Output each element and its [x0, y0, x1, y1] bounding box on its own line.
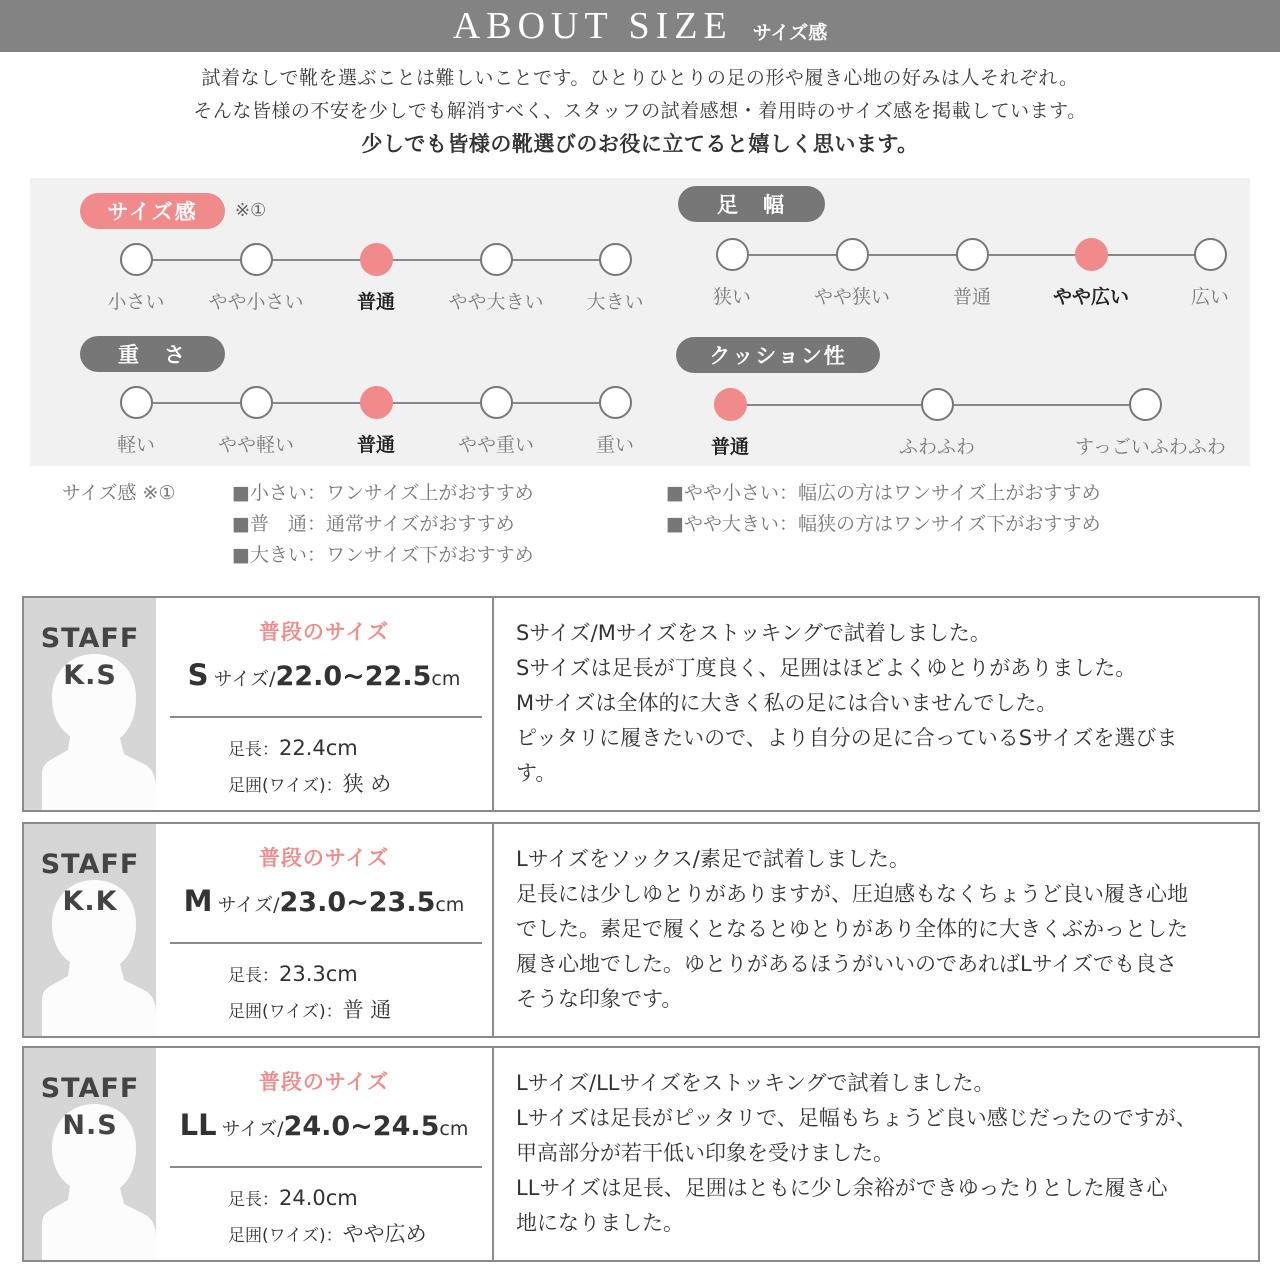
size-scale-label: やや大きい [448, 291, 544, 313]
size-letter: S [187, 658, 209, 692]
divider [492, 1048, 494, 1260]
foot-width-scale [30, 236, 1250, 316]
foot-length-value: 24.0cm [279, 1186, 358, 1210]
size-word: サイズ/ [217, 894, 280, 916]
usual-size-value [156, 1108, 492, 1142]
page-header [0, 0, 1280, 52]
width-scale-dot [836, 238, 869, 271]
comment-line: Mサイズは全体的に大きく私の足には合いませんでした。 [516, 691, 1058, 715]
size-word: サイズ/ [213, 668, 276, 690]
weight-pill: 重 さ [80, 336, 225, 372]
staff-label: STAFF [40, 849, 140, 880]
intro-line: 試着なしで靴を選ぶことは難しいことです。ひとりひとりの足の形や履き心地の好みは人それぞれ。 [201, 67, 1079, 89]
divider [492, 824, 494, 1036]
foot-girth-value: 狭 め [342, 772, 392, 796]
width-scale-label: やや広い [1052, 286, 1129, 308]
width-scale-label: 普通 [952, 286, 991, 308]
cushion-scale-dot [714, 388, 747, 421]
divider [170, 716, 482, 718]
width-scale-dot [956, 238, 989, 271]
width-scale-dot [1194, 238, 1227, 271]
legend-item: ■普 通：通常サイズがおすすめ [232, 513, 515, 535]
foot-girth-value: やや広め [342, 1222, 427, 1246]
legend-item: ■小さい：ワンサイズ上がおすすめ [232, 482, 534, 504]
comment-line: 履き心地でした。ゆとりがあるほうがいいのであればLサイズでも良さ [516, 952, 1178, 976]
foot-girth-key: 足囲(ワイズ)： [228, 1002, 343, 1022]
legend-item: ■やや大きい：幅狭の方はワンサイズ下がおすすめ [666, 513, 1101, 535]
divider [170, 1166, 482, 1168]
width-scale-dot [716, 238, 749, 271]
staff-id [24, 846, 156, 920]
foot-length-key: 足長： [228, 966, 279, 986]
weight-scale-label: 普通 [356, 434, 395, 456]
intro-line: そんな皆様の不安を少しでも解消すべく、スタッフの試着感想・着用時のサイズ感を掲載しています。 [193, 100, 1087, 122]
foot-length-value: 22.4cm [279, 736, 358, 760]
divider [492, 598, 494, 810]
page-subtitle: サイズ感 [752, 21, 828, 44]
size-letter: LL [179, 1108, 217, 1142]
cushion-scale-label: ふわふわ [898, 436, 975, 458]
comment-line: Sサイズは足長が丁度良く、足囲はほどよくゆとりがありました。 [516, 656, 1137, 680]
comment-line: す。 [516, 761, 557, 785]
usual-size-label: 普段のサイズ [258, 1070, 390, 1094]
comment-line: 甲高部分が若干低い印象を受けました。 [516, 1141, 894, 1165]
foot-measurements [228, 1181, 427, 1253]
size-scale-label: 小さい [107, 291, 165, 313]
legend-item: ■やや小さい：幅広の方はワンサイズ上がおすすめ [666, 482, 1101, 504]
intro-line: 少しでも皆様の靴選びのお役に立てると嬉しく思います。 [361, 132, 919, 156]
staff-initials: K.S [63, 660, 117, 691]
comment-line: Lサイズ/LLサイズをストッキングで試着しました。 [516, 1071, 995, 1095]
staff-initials: N.S [62, 1110, 118, 1141]
foot-measurements [228, 731, 391, 803]
staff-card [22, 1046, 1260, 1262]
foot-length-key: 足長： [228, 740, 279, 760]
usual-size-value [156, 884, 492, 918]
comment-line: 足長には少しゆとりがありますが、圧迫感もなくちょうど良い履き心地 [516, 882, 1188, 906]
width-scale-label: やや狭い [813, 286, 890, 308]
divider [170, 942, 482, 944]
cushion-scale-dot [921, 388, 954, 421]
foot-length-key: 足長： [228, 1190, 279, 1210]
staff-portrait [24, 1048, 156, 1260]
width-scale-label: 狭い [712, 286, 751, 308]
cushion-pill: クッション性 [676, 337, 880, 373]
size-unit: cm [439, 1118, 469, 1140]
size-word: サイズ/ [221, 1118, 284, 1140]
comment-line: LLサイズは足長、足囲はともに少し余裕ができゆったりとした履き心 [516, 1176, 1168, 1200]
size-unit: cm [435, 894, 465, 916]
staff-card [22, 596, 1260, 812]
width-scale-label: 広い [1190, 286, 1229, 308]
size-scale-label: 普通 [356, 291, 395, 313]
weight-scale-label: やや重い [457, 434, 534, 456]
staff-id [24, 620, 156, 694]
width-scale-dot [1075, 238, 1108, 271]
size-range: 22.0~22.5 [275, 661, 432, 692]
staff-id [24, 1070, 156, 1144]
size-unit: cm [431, 668, 461, 690]
size-scale-label: 大きい [586, 291, 644, 313]
staff-card [22, 822, 1260, 1038]
cushion-scale-label: すっごいふわふわ [1075, 436, 1226, 458]
rating-panel [30, 178, 1250, 466]
cushion-scale-dot [1129, 388, 1162, 421]
foot-measurements [228, 957, 391, 1029]
weight-scale-label: 重い [595, 434, 634, 456]
foot-girth-key: 足囲(ワイズ)： [228, 1226, 343, 1246]
staff-label: STAFF [40, 623, 140, 654]
usual-size-block [156, 1048, 492, 1260]
size-range: 24.0~24.5 [283, 1111, 440, 1142]
comment-line: ピッタリに履きたいので、より自分の足に合っているSサイズを選びま [516, 726, 1178, 750]
size-feel-pill: サイズ感 [80, 193, 225, 229]
usual-size-label: 普段のサイズ [258, 620, 390, 644]
weight-scale-label: 軽い [116, 434, 155, 456]
cushion-scale-label: 普通 [710, 436, 749, 458]
usual-size-block [156, 824, 492, 1036]
comment-line: Lサイズをソックス/素足で試着しました。 [516, 847, 910, 871]
usual-size-label: 普段のサイズ [258, 846, 390, 870]
staff-portrait [24, 824, 156, 1036]
comment-line: そうな印象です。 [516, 987, 683, 1011]
comment-line: でした。素足で履くとなるとゆとりがあり全体的に大きくぶかっとした [516, 917, 1188, 941]
usual-size-block [156, 598, 492, 810]
staff-label: STAFF [40, 1073, 140, 1104]
weight-scale-label: やや軽い [217, 434, 294, 456]
staff-portrait [24, 598, 156, 810]
staff-comment [516, 842, 1246, 1017]
comment-line: 地になりました。 [516, 1211, 684, 1235]
legend-heading: サイズ感 ※① [62, 482, 176, 504]
comment-line: Sサイズ/Mサイズをストッキングで試着しました。 [516, 621, 991, 645]
legend-left [232, 478, 534, 571]
legend-right [666, 478, 1101, 540]
staff-comment [516, 616, 1246, 791]
foot-girth-value: 普 通 [342, 998, 392, 1022]
intro-text [0, 62, 1280, 161]
page-title: ABOUT SIZE [452, 5, 733, 47]
staff-initials: K.K [62, 886, 118, 917]
size-scale-label: やや小さい [208, 291, 304, 313]
usual-size-value [156, 658, 492, 692]
cushion-scale [30, 386, 1250, 466]
foot-length-value: 23.3cm [279, 962, 358, 986]
size-range: 23.0~23.5 [279, 887, 436, 918]
size-letter: M [183, 884, 213, 918]
foot-width-pill: 足 幅 [678, 186, 825, 222]
comment-line: Lサイズは足長がピッタリで、足幅もちょうど良い感じだったのですが、 [516, 1106, 1197, 1130]
size-feel-note: ※① [235, 200, 267, 221]
staff-comment [516, 1066, 1246, 1241]
foot-girth-key: 足囲(ワイズ)： [228, 776, 343, 796]
legend-item: ■大きい：ワンサイズ下がおすすめ [232, 544, 534, 566]
